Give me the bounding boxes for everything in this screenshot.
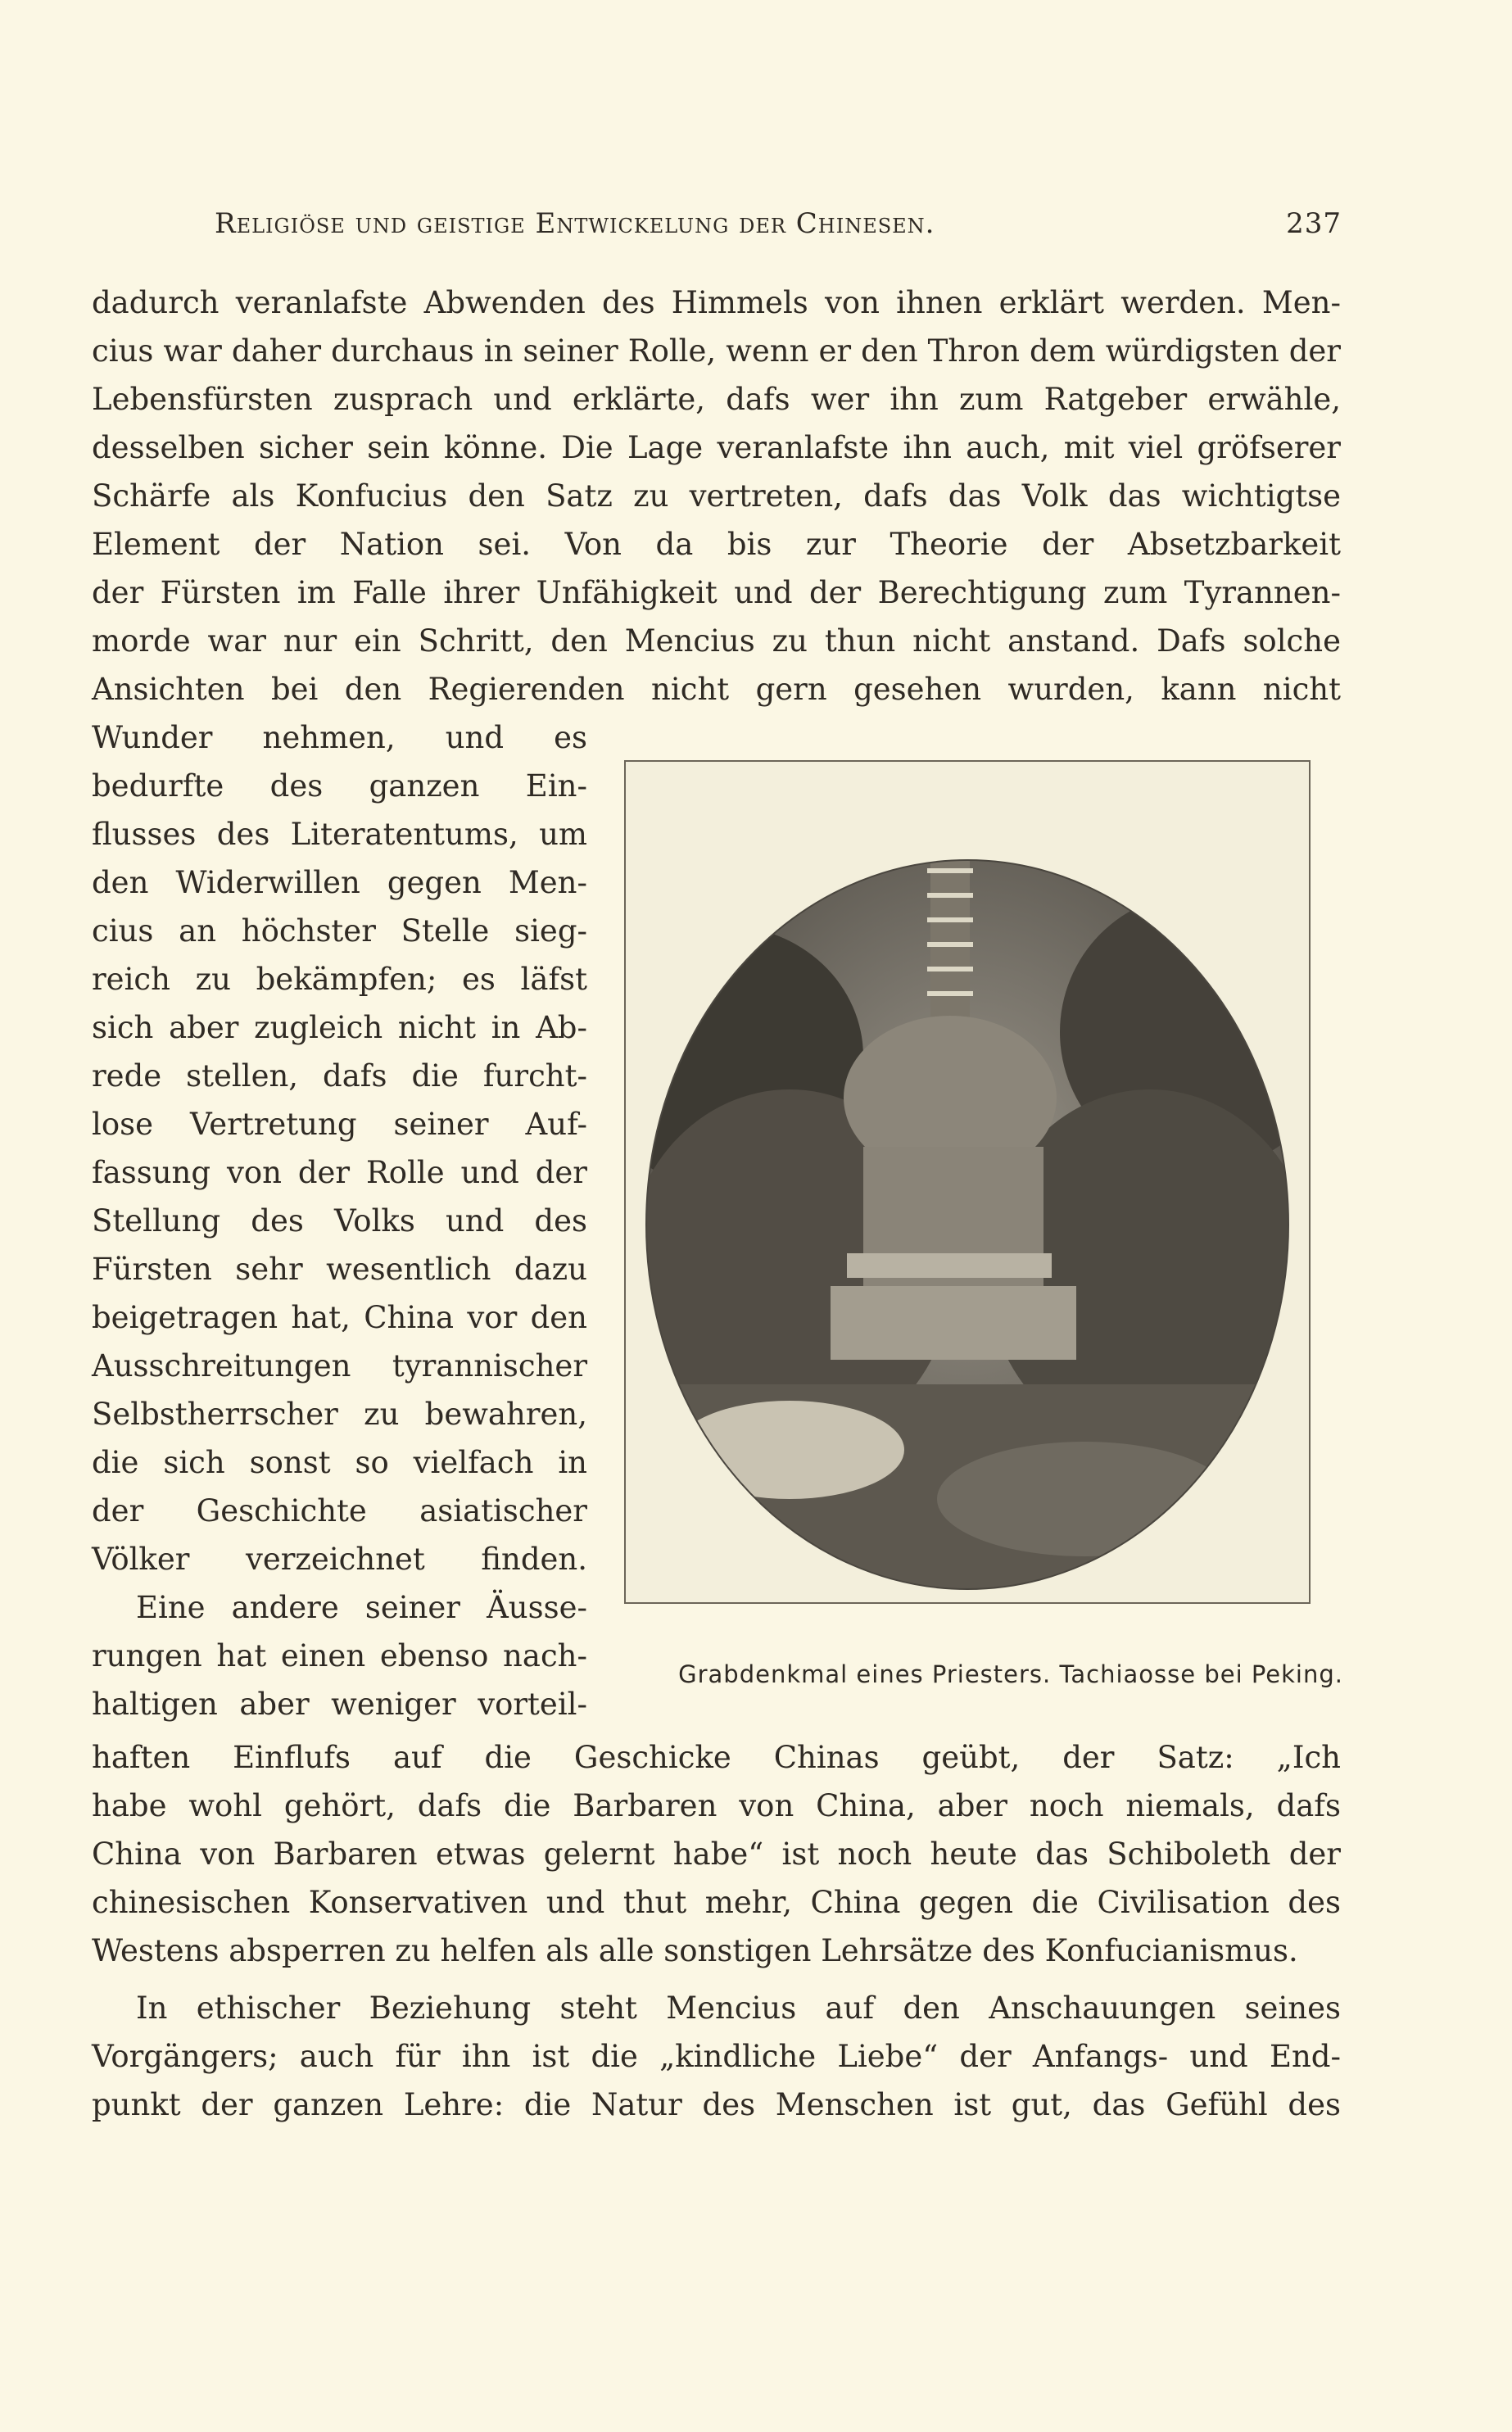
text-line: Westens absperren zu helfen als alle sonstigen Lehrsätze des Konfucianismus. bbox=[92, 1933, 1298, 1968]
text-line: Wunder nehmen, und es bbox=[92, 720, 587, 755]
text-line: sich aber zugleich nicht in Ab- bbox=[92, 1010, 587, 1045]
page-number: 237 bbox=[1286, 207, 1342, 240]
text-line: Vorgängers; auch für ihn ist die „kindliche Liebe“ der Anfangs- und End- bbox=[92, 2039, 1341, 2074]
text-line: Lebensfürsten zusprach und erklärte, dafs wer ihn zum Ratgeber erwähle, bbox=[92, 382, 1341, 417]
text-line: bedurfte des ganzen Ein- bbox=[92, 768, 587, 804]
text-line: cius an höchster Stelle sieg- bbox=[92, 913, 587, 949]
stupa-photograph bbox=[626, 762, 1309, 1602]
text-line: Fürsten sehr wesentlich dazu bbox=[92, 1252, 587, 1287]
text-line: Stellung des Volks und des bbox=[92, 1203, 587, 1239]
text-line: Schärfe als Konfucius den Satz zu vertreten, dafs das Volk das wichtigtse bbox=[92, 478, 1341, 514]
text-line: flusses des Literatentums, um bbox=[92, 817, 587, 852]
text-line: habe wohl gehört, dafs die Barbaren von China, aber noch niemals, dafs bbox=[92, 1788, 1341, 1823]
text-line: reich zu bekämpfen; es läfst bbox=[92, 962, 587, 997]
text-line: die sich sonst so vielfach in bbox=[92, 1445, 587, 1480]
text-line: chinesischen Konservativen und thut mehr, China gegen die Civilisation des bbox=[92, 1885, 1341, 1920]
text-line: Ausschreitungen tyrannischer bbox=[92, 1348, 587, 1384]
text-line: der Fürsten im Falle ihrer Unfähigkeit und der Berechtigung zum Tyrannen- bbox=[92, 575, 1341, 610]
text-line: rungen hat einen ebenso nach- bbox=[92, 1638, 587, 1673]
text-line: rede stellen, dafs die furcht- bbox=[92, 1058, 587, 1094]
text-line: morde war nur ein Schritt, den Mencius zu thun nicht anstand. Dafs solche bbox=[92, 623, 1341, 659]
text-line: Völker verzeichnet finden. bbox=[92, 1542, 587, 1577]
text-line: der Geschichte asiatischer bbox=[92, 1493, 587, 1528]
text-line: China von Barbaren etwas gelernt habe“ ist noch heute das Schiboleth der bbox=[92, 1836, 1341, 1872]
text-line: Eine andere seiner Äusse- bbox=[136, 1590, 587, 1625]
text-line: beigetragen hat, China vor den bbox=[92, 1300, 587, 1335]
text-line: haften Einflufs auf die Geschicke Chinas geübt, der Satz: „Ich bbox=[92, 1740, 1341, 1775]
running-title: Religiöse und geistige Entwickelung der Chinesen. bbox=[215, 207, 935, 240]
text-line: Element der Nation sei. Von da bis zur Theorie der Absetzbarkeit bbox=[92, 527, 1341, 562]
text-line: fassung von der Rolle und der bbox=[92, 1155, 587, 1190]
text-line: lose Vertretung seiner Auf- bbox=[92, 1107, 587, 1142]
text-line: In ethischer Beziehung steht Mencius auf den Anschauungen seines bbox=[136, 1990, 1341, 2026]
text-line: cius war daher durchaus in seiner Rolle, wenn er den Thron dem würdigsten der bbox=[92, 333, 1341, 369]
running-header bbox=[215, 203, 1342, 244]
text-line: dadurch veranlafste Abwenden des Himmels von ihnen erklärt werden. Men- bbox=[92, 285, 1341, 320]
text-line: haltigen aber weniger vorteil- bbox=[92, 1687, 587, 1722]
text-line: punkt der ganzen Lehre: die Natur des Menschen ist gut, das Gefühl des bbox=[92, 2087, 1341, 2122]
text-line: Ansichten bei den Regierenden nicht gern gesehen wurden, kann nicht bbox=[92, 672, 1341, 707]
text-line: den Widerwillen gegen Men- bbox=[92, 865, 587, 900]
text-line: Selbstherrscher zu bewahren, bbox=[92, 1397, 587, 1432]
figure-caption: Grabdenkmal eines Priesters. Tachiaosse bei Peking. bbox=[678, 1660, 1343, 1688]
text-line: desselben sicher sein könne. Die Lage veranlafste ihn auch, mit viel gröfserer bbox=[92, 430, 1341, 465]
figure-photo bbox=[624, 760, 1311, 1604]
